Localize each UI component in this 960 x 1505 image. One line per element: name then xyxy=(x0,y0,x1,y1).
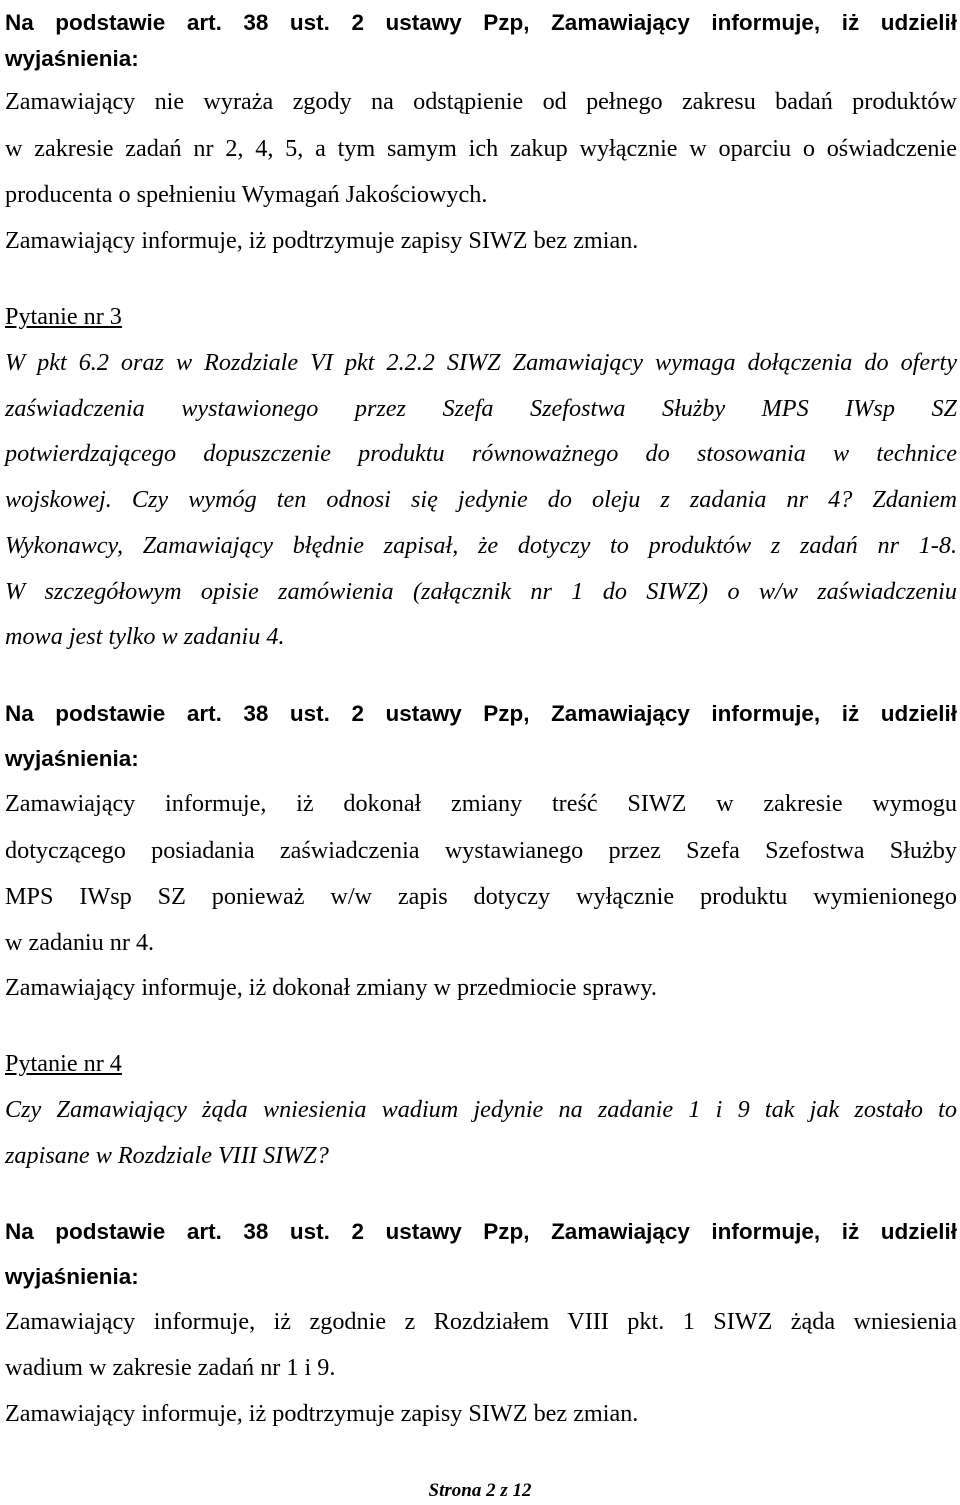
legal-basis-2: Na podstawie art. 38 ust. 2 ustawy Pzp, Zamawiający informuje, iż udzielił xyxy=(5,701,957,726)
answer-2-line-1: Zamawiający nie wyraża zgody na odstąpienie od pełnego zakresu badań produktów xyxy=(5,88,957,115)
question-4-line-1: Czy Zamawiający żąda wniesienia wadium jedynie na zadanie 1 i 9 tak jak zostało to xyxy=(5,1096,957,1123)
answer-2-line-2: w zakresie zadań nr 2, 4, 5, a tym samym ich zakup wyłącznie w oparciu o oświadczenie xyxy=(5,135,957,162)
answer-3-line-3: MPS IWsp SZ ponieważ w/w zapis dotyczy wyłącznie produktu wymienionego xyxy=(5,883,957,910)
legal-basis-3: Na podstawie art. 38 ust. 2 ustawy Pzp, Zamawiający informuje, iż udzielił xyxy=(5,1219,957,1244)
answer-2-conclusion: Zamawiający informuje, iż podtrzymuje zapisy SIWZ bez zmian. xyxy=(5,227,639,254)
answer-3-line-4: w zadaniu nr 4. xyxy=(5,929,155,956)
explanations-label-2: wyjaśnienia: xyxy=(5,746,139,771)
page-number-footer: Strona 2 z 12 xyxy=(428,1480,532,1501)
answer-4-conclusion: Zamawiający informuje, iż podtrzymuje zapisy SIWZ bez zmian. xyxy=(5,1400,639,1427)
question-3-line-3: potwierdzającego dopuszczenie produktu równoważnego do stosowania w technice xyxy=(5,440,957,467)
explanations-label-1: wyjaśnienia: xyxy=(5,46,139,71)
answer-4-line-2: wadium w zakresie zadań nr 1 i 9. xyxy=(5,1354,336,1381)
question-3-heading: Pytanie nr 3 xyxy=(5,303,122,330)
answer-3-line-2: dotyczącego posiadania zaświadczenia wystawianego przez Szefa Szefostwa Służby xyxy=(5,837,957,864)
question-4-heading: Pytanie nr 4 xyxy=(5,1050,122,1077)
question-3-line-6: W szczegółowym opisie zamówienia (załącznik nr 1 do SIWZ) o w/w zaświadczeniu xyxy=(5,578,957,605)
question-4-line-2: zapisane w Rozdziale VIII SIWZ? xyxy=(5,1142,329,1169)
question-3-line-2: zaświadczenia wystawionego przez Szefa Szefostwa Służby MPS IWsp SZ xyxy=(5,395,957,422)
question-3-line-1: W pkt 6.2 oraz w Rozdziale VI pkt 2.2.2 SIWZ Zamawiający wymaga dołączenia do oferty xyxy=(5,349,957,376)
question-3-line-5: Wykonawcy, Zamawiający błędnie zapisał, że dotyczy to produktów z zadań nr 1-8. xyxy=(5,532,957,559)
question-3-line-7: mowa jest tylko w zadaniu 4. xyxy=(5,623,285,650)
answer-2-line-3: producenta o spełnieniu Wymagań Jakościowych. xyxy=(5,181,488,208)
answer-4-line-1: Zamawiający informuje, iż zgodnie z Rozdziałem VIII pkt. 1 SIWZ żąda wniesienia xyxy=(5,1308,957,1335)
legal-basis-1: Na podstawie art. 38 ust. 2 ustawy Pzp, Zamawiający informuje, iż udzielił xyxy=(5,10,957,35)
answer-3-line-1: Zamawiający informuje, iż dokonał zmiany treść SIWZ w zakresie wymogu xyxy=(5,790,957,817)
question-3-line-4: wojskowej. Czy wymóg ten odnosi się jedynie do oleju z zadania nr 4? Zdaniem xyxy=(5,486,957,513)
explanations-label-3: wyjaśnienia: xyxy=(5,1264,139,1289)
answer-3-conclusion: Zamawiający informuje, iż dokonał zmiany w przedmiocie sprawy. xyxy=(5,974,657,1001)
